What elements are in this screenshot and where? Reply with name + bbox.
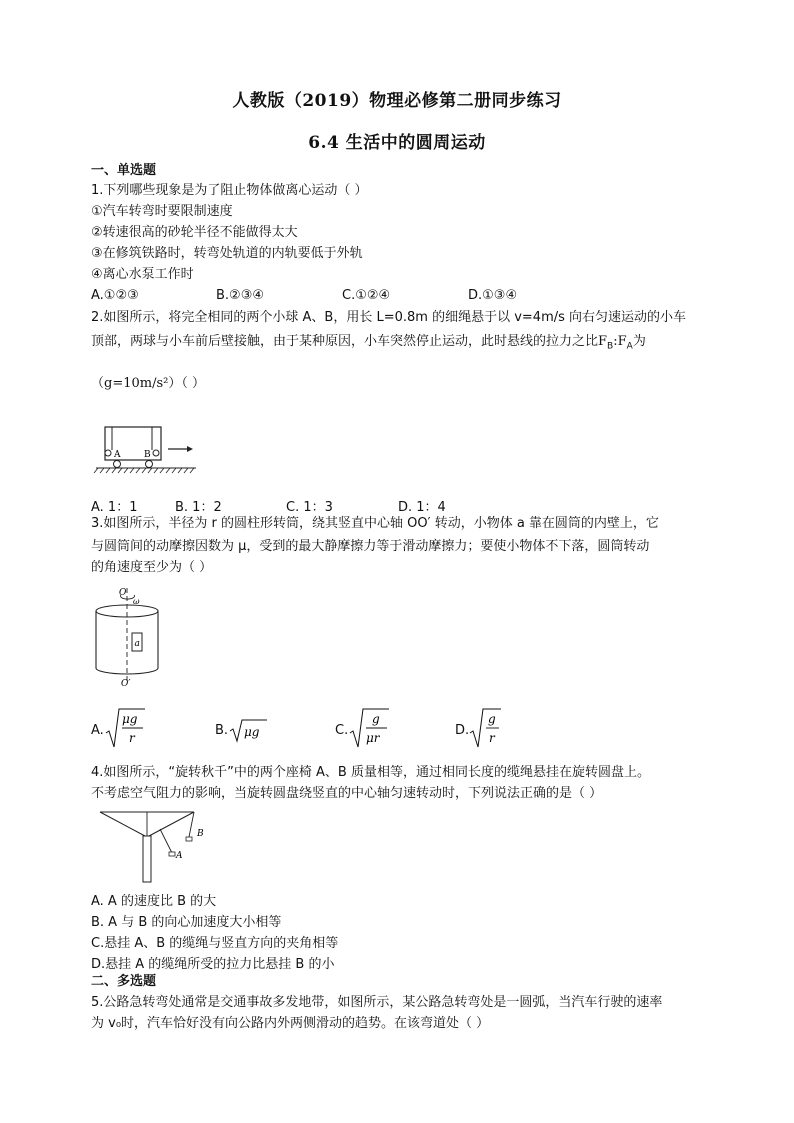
q3-option-d[interactable] [455,707,585,749]
document-subtitle: 6.4 生活中的圆周运动 [308,133,486,153]
q2-line-2-end: 为 [632,334,646,349]
q3-option-c[interactable] [335,707,465,749]
q3-a-num: μg [122,712,138,726]
q3-option-d-letter: D. [455,723,470,738]
q3-option-d-radical [469,707,509,749]
q3-c-num: g [372,712,380,726]
q5-line-2: 为 v₀时，汽车恰好没有向公路内外两侧滑动的趋势。在该弯道处（ ） [91,1016,490,1031]
q1-option-a[interactable]: A.①②③ [91,288,139,303]
q4-option-a[interactable]: A. A 的速度比 B 的大 [91,894,217,909]
q3-a-den: r [129,731,135,745]
q2-sub-b: B [607,341,614,352]
q3-option-b-radical [229,717,269,745]
seat-a-label: A [176,851,183,861]
q3-line-2: 与圆筒间的动摩擦因数为 μ，受到的最大静摩擦力等于滑动摩擦力；要使小物体不下落，圆筒转动 [91,539,650,554]
q1-item-1: ①汽车转弯时要限制速度 [91,204,233,219]
q2-cart-figure [92,422,202,474]
q1-option-d[interactable]: D.①③④ [468,288,518,303]
q5-line-1: 5.公路急转弯处通常是交通事故多发地带，如图所示，某公路急转弯处是一圆弧，当汽车行驶的速率 [91,995,663,1010]
q4-option-c[interactable]: C.悬挂 A、B 的缆绳与竖直方向的夹角相等 [91,936,339,951]
label-b: B [144,450,151,460]
seat-a [169,852,175,856]
q1-item-3: ③在修筑铁路时，转弯处轨道的内轨要低于外轨 [91,246,363,261]
q3-option-c-radical [349,707,389,749]
q4-option-b[interactable]: B. A 与 B 的向心加速度大小相等 [91,915,282,930]
q1-item-4: ④离心水泵工作时 [91,267,194,282]
q4-line-1: 4.如图所示，“旋转秋千”中的两个座椅 A、B 质量相等，通过相同长度的缆绳悬挂在旋转圆盘上。 [91,765,650,780]
q2-option-c[interactable]: C. 1：3 [286,500,333,515]
q3-cylinder-figure [88,585,168,690]
q3-option-b[interactable] [215,707,345,749]
section-heading-single: 一、单选题 [91,163,157,178]
q2-line-3: （g=10m/s²）（ ） [91,376,205,391]
q2-option-a[interactable]: A. 1：1 [91,500,138,515]
q2-line-2-text: 顶部，两球与小车前后壁接触，由于某种原因，小车突然停止运动，此时悬线的拉力之比 [91,334,599,349]
cable-b [189,812,194,837]
section-heading-multi: 二、多选题 [91,974,157,989]
label-a: A [114,450,121,460]
q3-option-a-letter: A. [91,723,104,738]
seat-b-label: B [197,829,204,839]
pole [143,836,151,882]
cone-left [100,812,145,836]
ball-b [153,450,159,456]
q3-option-a[interactable] [91,707,221,749]
q2-force-f: F [598,334,608,349]
q1-stem: 1.下列哪些现象是为了阻止物体做离心运动（ ） [91,183,368,198]
wheel-left [114,461,121,468]
q4-line-2: 不考虑空气阻力的影响，当旋转圆盘绕竖直的中心轴匀速转动时，下列说法正确的是（ ） [91,786,603,801]
q3-line-3: 的角速度至少为（ ） [91,560,213,575]
q1-option-c[interactable]: C.①②④ [342,288,391,303]
q3-b-num: μg [244,725,260,739]
q3-d-num: g [488,712,496,726]
q2-line-1: 2.如图所示，将完全相同的两个小球 A、B，用长 L=0.8m 的细绳悬于以 v=4m/s 向右匀速运动的小车 [91,310,687,325]
document-title: 人教版（2019）物理必修第二册同步练习 [232,91,562,111]
velocity-arrowhead [187,446,193,452]
q1-item-2: ②转速很高的砂轮半径不能做得太大 [91,225,298,240]
q3-option-b-letter: B. [215,723,229,738]
seat-b [186,837,192,841]
object-a-label: a [134,639,140,649]
cable-a [160,829,172,853]
q3-c-den: μr [366,731,380,745]
q3-option-a-radical [105,707,145,749]
q1-option-b[interactable]: B.②③④ [216,288,265,303]
q3-d-den: r [489,731,495,745]
omega-label: ω [133,597,140,606]
q4-swing-figure [96,806,216,884]
q2-option-b[interactable]: B. 1：2 [175,500,222,515]
axis-o-prime-label: O′ [121,679,131,689]
cone-right [149,812,194,836]
q2-line-2 [91,334,646,355]
q4-option-d[interactable]: D.悬挂 A 的缆绳所受的拉力比悬挂 B 的小 [91,957,335,972]
q2-force-sep: :F [613,334,627,349]
ground-hatching [94,468,194,473]
wheel-right [146,461,153,468]
q2-sub-a: A [626,341,633,352]
q3-option-c-letter: C. [335,723,349,738]
q2-option-d[interactable]: D. 1：4 [398,500,446,515]
axis-o-label: O [119,588,127,598]
q3-line-1: 3.如图所示，半径为 r 的圆柱形转筒，绕其竖直中心轴 OO′ 转动，小物体 a 靠在圆筒的内壁上，它 [91,516,659,531]
ball-a [105,450,111,456]
